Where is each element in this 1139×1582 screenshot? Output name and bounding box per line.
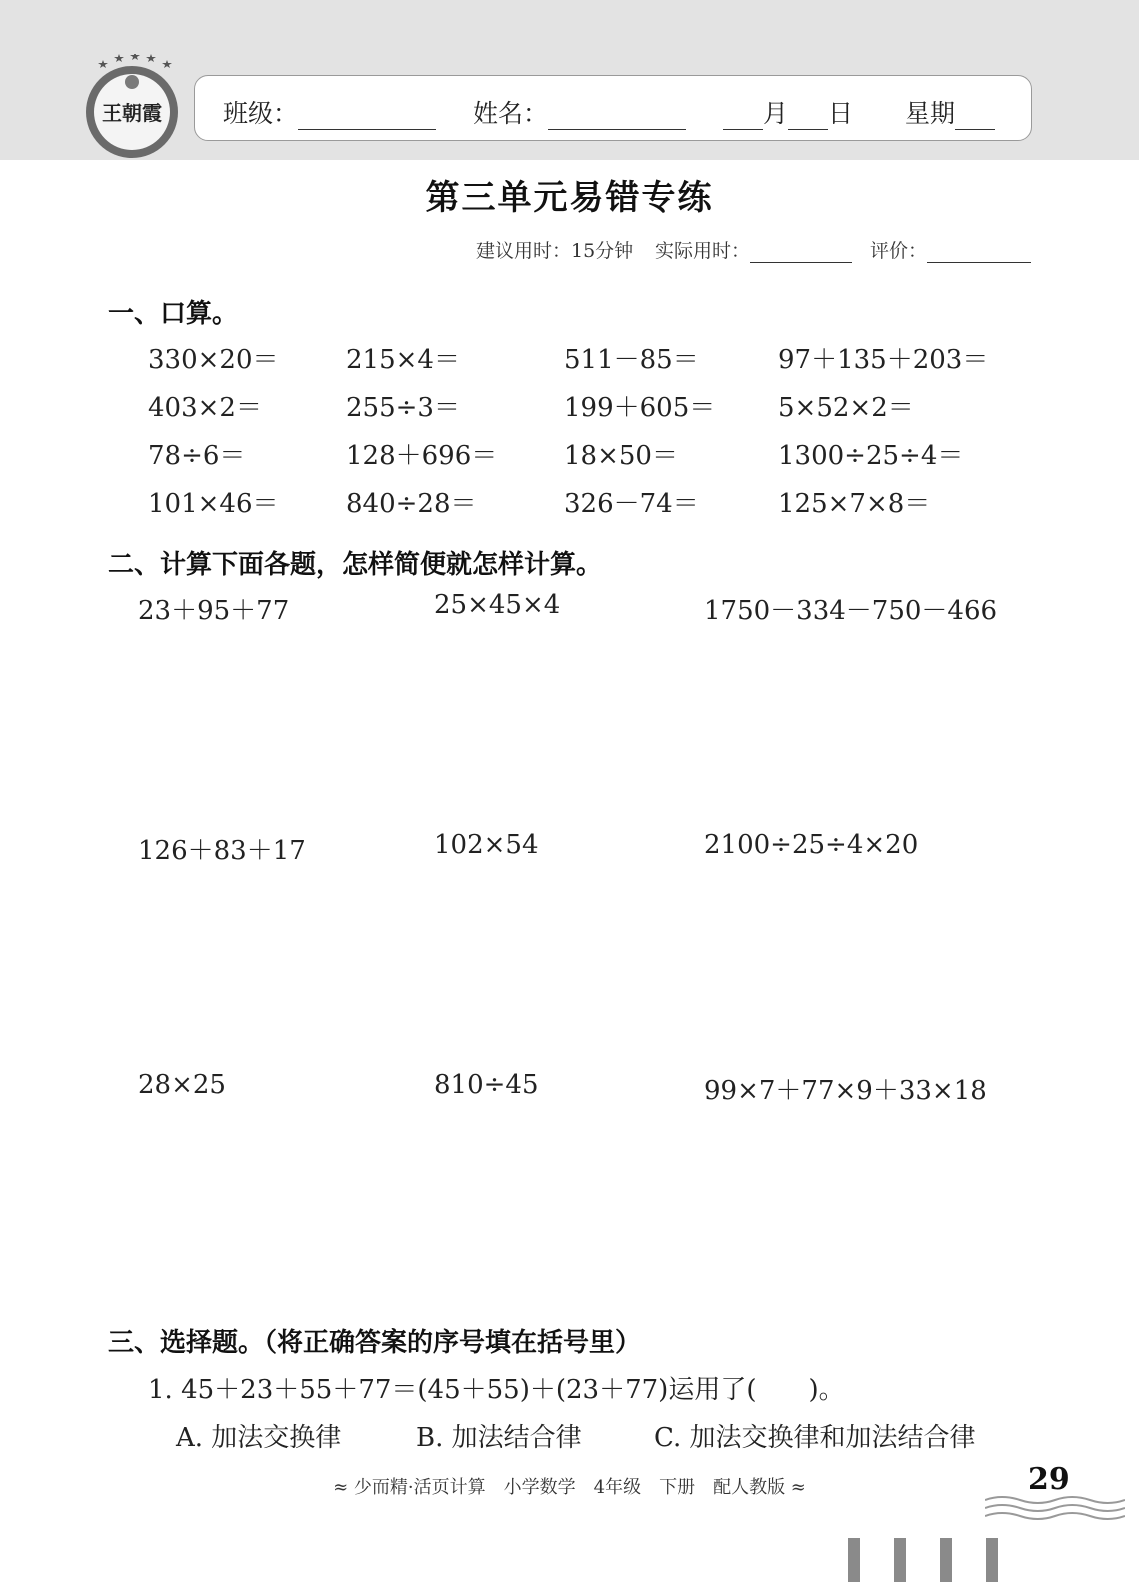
class-field	[223, 94, 436, 130]
page-number: 29	[1028, 1462, 1070, 1497]
oral-calc-item: 97＋135＋203＝	[778, 345, 989, 375]
name-field	[473, 94, 686, 130]
oral-calc-item: 511－85＝	[564, 345, 699, 375]
calc-problem: 28×25	[138, 1070, 226, 1100]
month-label: 月	[763, 99, 789, 128]
actual-time-field	[655, 236, 852, 263]
rating-field	[870, 236, 1031, 263]
oral-calc-item: 326－74＝	[564, 489, 699, 519]
wave-decoration-icon	[985, 1492, 1125, 1526]
footer-text: ≈ 少而精·活页计算 小学数学 4年级 下册 配人教版 ≈	[333, 1477, 806, 1498]
actual-time-label: 实际用时：	[655, 240, 751, 262]
name-label: 姓名：	[473, 99, 549, 128]
day-blank[interactable]	[788, 103, 828, 130]
choice-option-a: A. 加法交换律	[176, 1423, 342, 1453]
oral-calc-item: 403×2＝	[148, 393, 262, 423]
month-blank[interactable]	[723, 103, 763, 130]
calc-problem: 810÷45	[434, 1070, 539, 1100]
oral-calc-item: 18×50＝	[564, 441, 678, 471]
calc-problem: 25×45×4	[434, 590, 561, 620]
section2-title: 二、计算下面各题，怎样简便就怎样计算。	[108, 550, 603, 580]
oral-calc-item: 215×4＝	[346, 345, 460, 375]
choice-option-b: B. 加法结合律	[416, 1423, 582, 1453]
oral-calc-item: 330×20＝	[148, 345, 279, 375]
edge-marker	[940, 1538, 952, 1582]
day-label: 日	[828, 99, 854, 128]
oral-calc-item: 101×46＝	[148, 489, 279, 519]
edge-marker	[894, 1538, 906, 1582]
class-label: 班级：	[223, 99, 299, 128]
student-info-box	[194, 75, 1032, 141]
oral-calc-item: 1300÷25÷4＝	[778, 441, 964, 471]
oral-calc-item: 125×7×8＝	[778, 489, 931, 519]
weekday-label: 星期	[905, 99, 956, 128]
calc-problem: 102×54	[434, 830, 539, 860]
section1-title: 一、口算。	[108, 299, 239, 329]
calc-problem: 99×7＋77×9＋33×18	[704, 1076, 987, 1106]
calc-problem: 23＋95＋77	[138, 596, 290, 626]
rating-blank[interactable]	[927, 242, 1031, 263]
publisher-logo-icon	[82, 54, 182, 162]
logo-text: 王朝霞	[102, 101, 162, 125]
name-blank[interactable]	[548, 103, 686, 130]
oral-calc-item: 5×52×2＝	[778, 393, 914, 423]
suggested-time: 建议用时：15分钟	[476, 240, 634, 262]
choice-question: 1. 45＋23＋55＋77＝(45＋55)＋(23＋77)运用了( )。	[148, 1375, 845, 1405]
actual-time-blank[interactable]	[750, 242, 852, 263]
edge-marker	[986, 1538, 998, 1582]
weekday-blank[interactable]	[955, 103, 995, 130]
rating-label: 评价：	[870, 240, 928, 262]
oral-calc-item: 128＋696＝	[346, 441, 498, 471]
oral-calc-item: 78÷6＝	[148, 441, 246, 471]
calc-problem: 1750－334－750－466	[704, 596, 998, 626]
date-field	[723, 94, 853, 130]
section3-title: 三、选择题。（将正确答案的序号填在括号里）	[108, 1328, 642, 1358]
calc-problem: 2100÷25÷4×20	[704, 830, 919, 860]
calc-problem: 126＋83＋17	[138, 836, 306, 866]
oral-calc-item: 840÷28＝	[346, 489, 477, 519]
class-blank[interactable]	[298, 103, 436, 130]
page-title: 第三单元易错专练	[425, 178, 714, 218]
oral-calc-item: 199＋605＝	[564, 393, 716, 423]
choice-option-c: C. 加法交换律和加法结合律	[654, 1423, 976, 1453]
weekday-field	[905, 94, 995, 130]
edge-marker	[848, 1538, 860, 1582]
oral-calc-item: 255÷3＝	[346, 393, 460, 423]
